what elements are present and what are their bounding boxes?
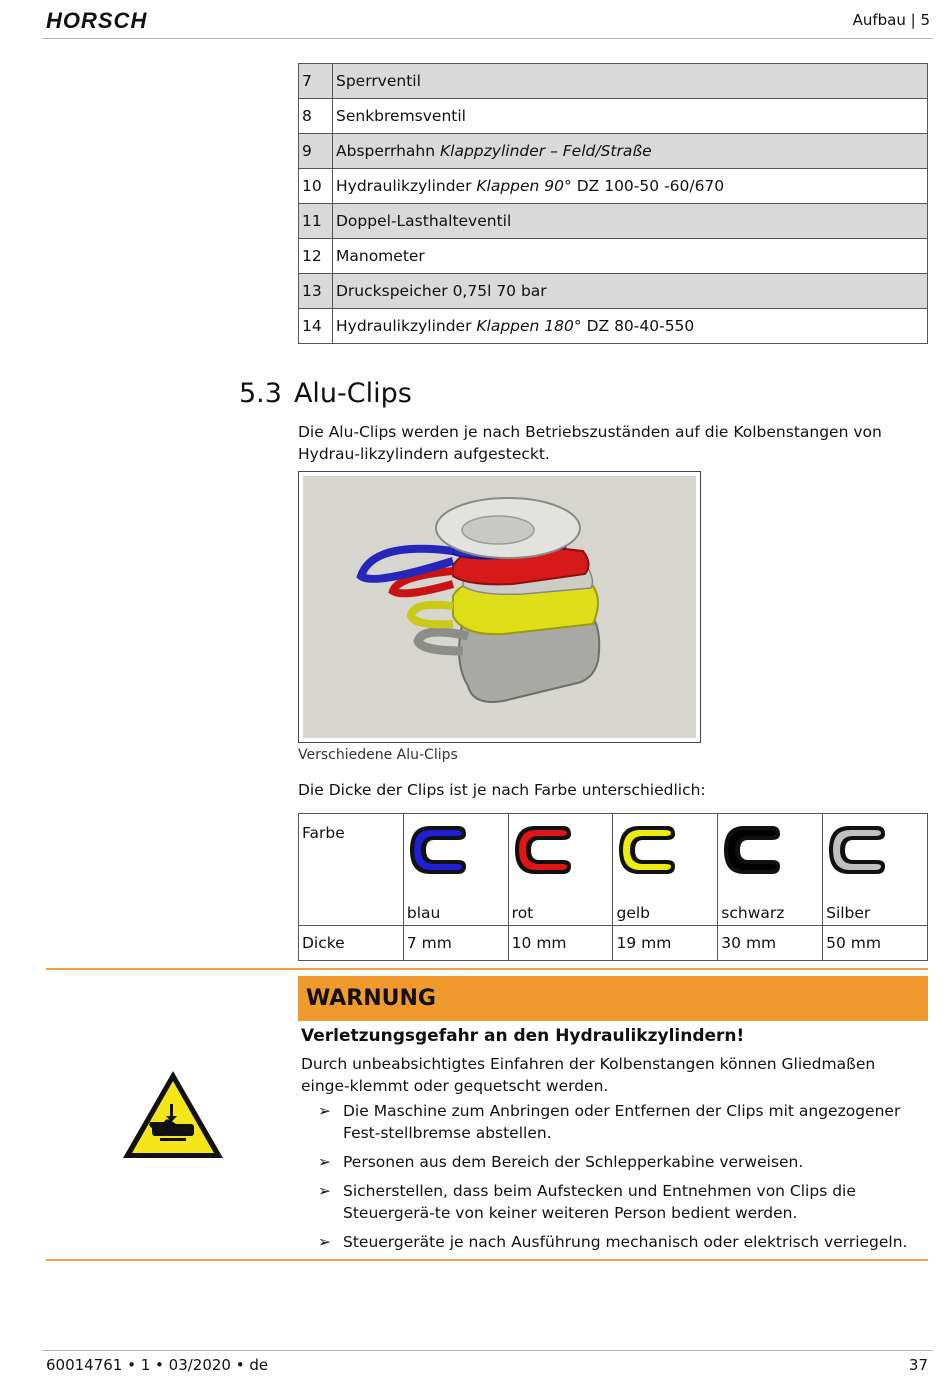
part-number: 10 xyxy=(299,169,333,204)
clip-color-name: gelb xyxy=(616,904,651,922)
page-number: 37 xyxy=(908,1356,928,1374)
clip-thickness: 50 mm xyxy=(823,926,928,961)
arrow-bullet-icon: ➢ xyxy=(318,1102,331,1120)
footer-divider xyxy=(42,1350,933,1351)
color-row-label: Farbe xyxy=(299,814,404,926)
parts-row xyxy=(299,99,928,134)
clip-color-name: Silber xyxy=(826,904,871,922)
clip-thickness: 30 mm xyxy=(718,926,823,961)
clip-icon xyxy=(825,822,889,878)
clip-color-cell xyxy=(403,814,508,926)
parts-row xyxy=(299,239,928,274)
thickness-row-label: Dicke xyxy=(299,926,404,961)
warning-item: ➢ Personen aus dem Bereich der Schlepperkabine verweisen. xyxy=(318,1153,804,1171)
clip-thickness: 19 mm xyxy=(613,926,718,961)
part-number: 8 xyxy=(299,99,333,134)
part-description: Manometer xyxy=(333,239,928,274)
parts-row xyxy=(299,134,928,169)
parts-row xyxy=(299,169,928,204)
warning-text: Durch unbeabsichtigtes Einfahren der Kolbenstangen können Gliedmaßen einge-klemmt oder gequetscht werden. xyxy=(301,1055,876,1095)
clip-thickness: 7 mm xyxy=(403,926,508,961)
part-description: Doppel-Lasthalteventil xyxy=(333,204,928,239)
part-description: Druckspeicher 0,75l 70 bar xyxy=(333,274,928,309)
clip-color-name: blau xyxy=(406,904,441,922)
clip-icon xyxy=(406,822,470,878)
warning-bottom-rule xyxy=(46,1259,928,1261)
clip-thickness: 10 mm xyxy=(508,926,613,961)
figure-caption: Verschiedene Alu-Clips xyxy=(298,747,458,763)
part-number: 7 xyxy=(299,64,333,99)
clip-color-cell xyxy=(613,814,718,926)
part-description: Absperrhahn Klappzylinder – Feld/Straße xyxy=(333,134,928,169)
parts-table xyxy=(298,63,928,344)
part-number: 9 xyxy=(299,134,333,169)
section-heading: Alu-Clips xyxy=(293,378,412,409)
arrow-bullet-icon: ➢ xyxy=(318,1182,331,1200)
clip-color-cell xyxy=(508,814,613,926)
header-divider xyxy=(42,38,933,39)
clip-color-name: rot xyxy=(511,904,534,922)
arrow-bullet-icon: ➢ xyxy=(318,1233,331,1251)
section-reference: Aufbau | 5 xyxy=(852,11,930,29)
warning-banner xyxy=(298,976,928,1021)
part-description: Hydraulikzylinder Klappen 180° DZ 80-40-550 xyxy=(333,309,928,344)
warning-label: WARNUNG xyxy=(306,986,436,1011)
brand-logo: HORSCH xyxy=(46,8,148,33)
section-title xyxy=(239,378,412,409)
crush-hazard-warning-icon xyxy=(120,1068,226,1166)
warning-heading: Verletzungsgefahr an den Hydraulikzylindern! xyxy=(301,1026,745,1046)
parts-row xyxy=(299,64,928,99)
alu-clips-photo xyxy=(298,471,701,743)
section-number: 5.3 xyxy=(239,378,282,409)
parts-row xyxy=(299,309,928,344)
part-number: 13 xyxy=(299,274,333,309)
clip-icon xyxy=(615,822,679,878)
clip-color-cell xyxy=(718,814,823,926)
warning-instructions xyxy=(318,1100,928,1260)
clip-icon xyxy=(720,822,784,878)
clip-icon xyxy=(511,822,575,878)
clip-color-name: schwarz xyxy=(721,904,785,922)
part-description: Hydraulikzylinder Klappen 90° DZ 100-50 -60/670 xyxy=(333,169,928,204)
document-number: 60014761 • 1 • 03/2020 • de xyxy=(46,1356,269,1374)
warning-item: ➢ Steuergeräte je nach Ausführung mechanisch oder elektrisch verriegeln. xyxy=(318,1233,908,1251)
warning-top-rule xyxy=(46,968,928,970)
section-intro: Die Alu-Clips werden je nach Betriebszuständen auf die Kolbenstangen von Hydrau-likzylindern aufgesteckt. xyxy=(298,423,882,463)
clip-color-cell xyxy=(823,814,928,926)
warning-item: ➢ Sicherstellen, dass beim Aufstecken und Entnehmen von Clips die Steuergerä-te von keiner weiteren Person bedient werden. xyxy=(318,1182,856,1222)
part-description: Senkbremsventil xyxy=(333,99,928,134)
part-number: 14 xyxy=(299,309,333,344)
clip-thickness-table xyxy=(298,813,928,961)
part-number: 11 xyxy=(299,204,333,239)
part-description: Sperrventil xyxy=(333,64,928,99)
arrow-bullet-icon: ➢ xyxy=(318,1153,331,1171)
thickness-intro: Die Dicke der Clips ist je nach Farbe unterschiedlich: xyxy=(298,781,706,799)
parts-row xyxy=(299,274,928,309)
part-number: 12 xyxy=(299,239,333,274)
parts-row xyxy=(299,204,928,239)
warning-item: ➢ Die Maschine zum Anbringen oder Entfernen der Clips mit angezogener Fest-stellbremse abstellen. xyxy=(318,1102,901,1142)
